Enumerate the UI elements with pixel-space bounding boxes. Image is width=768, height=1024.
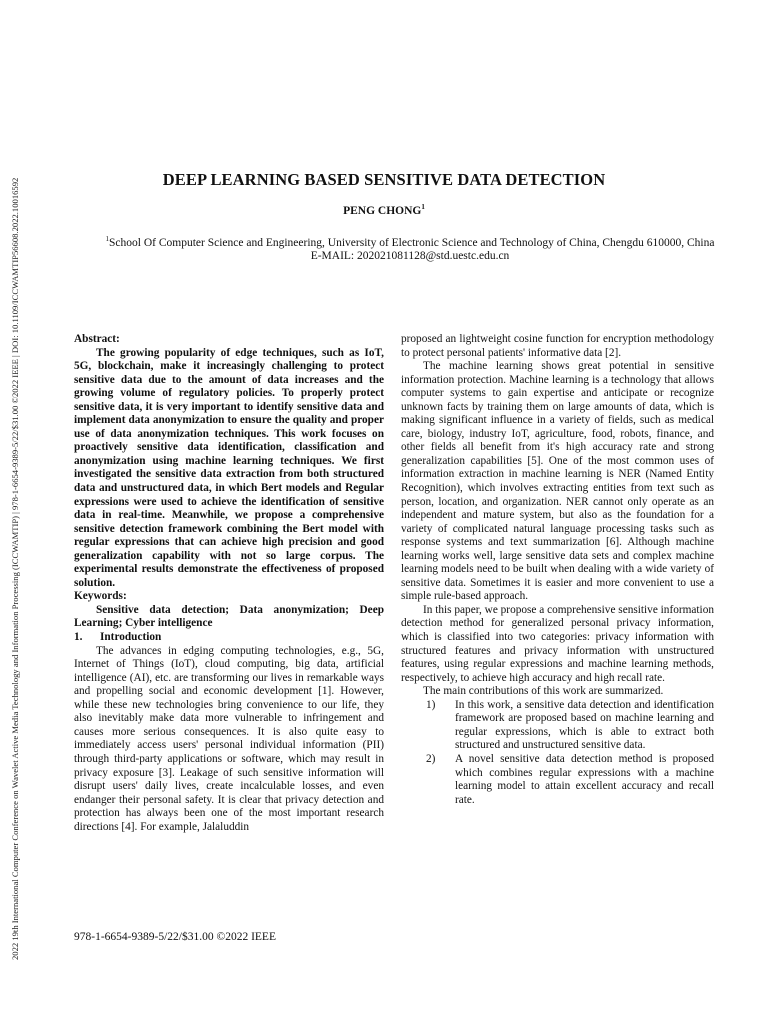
intro-paragraph-4: The main contributions of this work are summarized. <box>423 685 664 698</box>
abstract-text: The growing popularity of edge techniques, such as IoT, 5G, blockchain, make it increasingly challenging to protect sensitive data due to the amount of data increases and the growing volume of regulatory policies. To properly protect sensitive data, it is very important to identify sensitive data and implement data anonymization to ensure the quality and proper use of data anonymization techniques. This work focuses on proactively sensitive data identification, classification and anonymization using machine learning techniques. We first investigated the sensitive data extraction from both structured data and unstructured data, in which Bert models and Regular expressions were used to achieve the identification of sensitive data in real-time. Meanwhile, we propose a comprehensive sensitive detection framework combining the Bert model with regular expressions that can achieve high precision and good generalization capability with not so large corpus. The experimental results demonstrate the effectiveness of proposed solution. <box>74 346 384 589</box>
affiliation-sup: 1 <box>105 235 110 243</box>
contributions-list <box>401 699 714 807</box>
section-title: Introduction <box>100 631 162 644</box>
list-item-number: 1) <box>426 698 436 711</box>
side-banner <box>4 60 26 960</box>
intro-paragraph-3: In this paper, we propose a comprehensive sensitive information detection method for generalized personal privacy information, which is classified into two categories: privacy information with structured features and privacy information with unstructured features, using regular expressions and machine learning methods, respectively, to achieve high accuracy and high recall rate. <box>401 603 714 684</box>
keywords-text: Sensitive data detection; Data anonymization; Deep Learning; Cyber intelligence <box>74 603 384 630</box>
affiliation-email: E-MAIL: 202021081128@std.uestc.edu.cn <box>310 250 510 263</box>
abstract-heading: Abstract: <box>74 333 120 345</box>
left-column <box>74 333 384 834</box>
affiliation-line: School Of Computer Science and Engineering, University of Electronic Science and Technology of China, Chengdu 610000, China <box>109 236 715 249</box>
intro-paragraph-1: The advances in edging computing technologies, e.g., 5G, Internet of Things (IoT), cloud computing, big data, artificial intelligence (AI), etc. are transforming our lives in remarkable ways and propelling social and economic development [1]. However, while these new technologies bring convenience to our life, they also inevitably make data more vulnerable to infringement and causes more serious consequences. It is also quite easy to immediately access users' personal individual information (PII) through third-party applications or software, which may result in privacy exposure [3]. Leakage of such sensitive information will disrupt users' daily lives, create incalculable losses, and even endanger their personal safety. It is clear that privacy detection and protection has always been one of the most important research directions [4]. For example, Jalaluddin <box>74 644 384 833</box>
section-heading <box>74 631 384 645</box>
author-sup: 1 <box>421 203 425 211</box>
affiliation <box>90 233 730 264</box>
footer-copyright: 978-1-6654-9389-5/22/$31.00 ©2022 IEEE <box>74 931 276 943</box>
list-item-text: In this work, a sensitive data detection and identification framework are proposed based on machine learning and regular expressions, which is able to extract both structured and unstructured sensitive data. <box>455 698 714 752</box>
list-item-number: 2) <box>426 752 436 765</box>
paper-title: DEEP LEARNING BASED SENSITIVE DATA DETECTION <box>162 170 606 189</box>
right-column <box>401 333 714 807</box>
author-name: PENG CHONG <box>343 204 422 217</box>
list-item <box>401 753 714 807</box>
keywords-heading: Keywords: <box>74 590 127 603</box>
list-item-text: A novel sensitive data detection method is proposed which combines regular expressions with a machine learning model to attain excellent accuracy and recall rate. <box>455 752 714 806</box>
side-banner-text: 2022 19th International Computer Conference on Wavelet Active Media Technology and Information Processing (ICCWAMTIP) | 978-1-6654-9389-5/22/$31.00 ©2022 IEEE | DOI: 10.1109/ICCWAMTIP56608.2022.10016592 <box>10 177 20 960</box>
author <box>0 203 768 217</box>
intro-paragraph-2: The machine learning shows great potential in sensitive information protection. Machine learning is a technology that allows computer systems to gain expertise and anticipate or recognize unknown facts by training them on large amounts of data, which is making significant influence in a variety of fields, such as medical care, biology, industry IoT, agriculture, food, robots, finance, and other fields all benefit from it's high accuracy rate and strong generalization capabilities [5]. One of the most common uses of information extraction in machine learning is NER (Named Entity Recognition), which involves extracting entities from text such as person, location, and organization. NER cannot only operate as an independent and mature system, but also as the foundation for a variety of complicated natural language processing tasks such as response systems and text summarization [6]. Although machine learning works well, large sensitive data sets and complex machine learning models need to be built when dealing with a wide variety of sensitive data. Sometimes it is easier and more convenient to use a simple rule-based approach. <box>401 360 714 603</box>
intro-paragraph-1-cont: proposed an lightweight cosine function for encryption methodology to protect personal patients' informative data [2]. <box>401 333 714 359</box>
list-item <box>401 699 714 753</box>
section-number: 1. <box>74 631 83 644</box>
